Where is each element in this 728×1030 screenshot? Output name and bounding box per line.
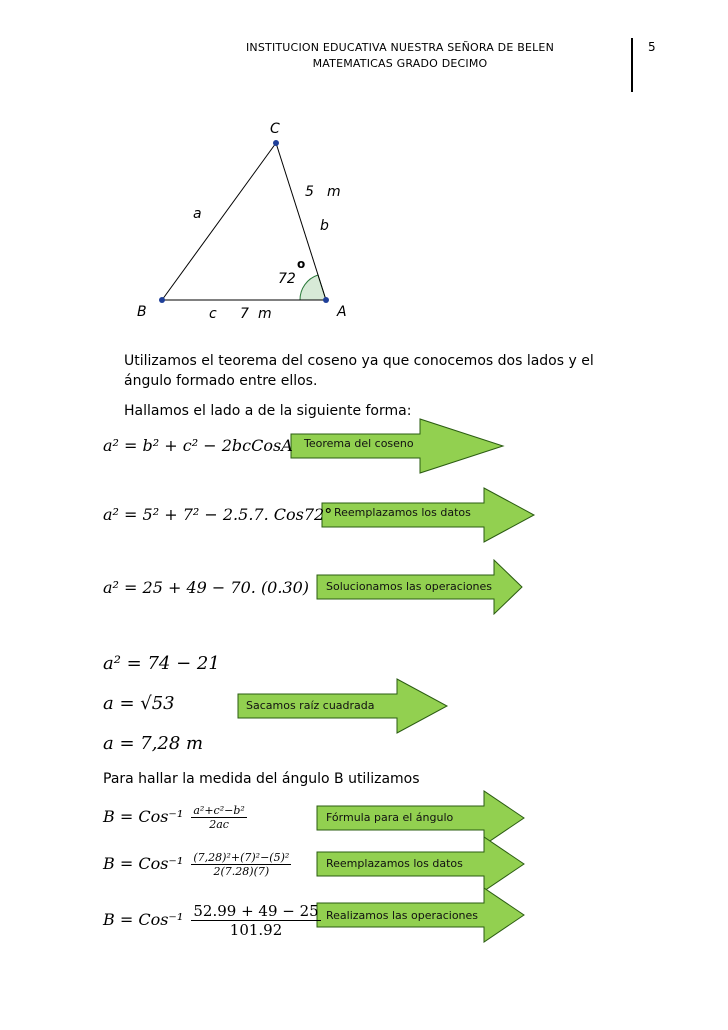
header-subject: MATEMATICAS GRADO DECIMO	[312, 57, 488, 70]
equation-3: a² = 25 + 49 − 70. (0.30)	[103, 578, 310, 597]
equation-9-prefix: B = Cos⁻¹	[103, 910, 184, 929]
arrow-2-label: Reemplazamos los datos	[334, 506, 471, 519]
vertex-b-point	[159, 297, 165, 303]
equation-9-fraction	[191, 902, 320, 939]
triangle-figure	[0, 0, 728, 340]
vertex-c-label: C	[270, 121, 280, 137]
vertex-a-label: A	[337, 304, 347, 320]
vertex-a-point	[323, 297, 329, 303]
arrow-5-label: Fórmula para el ángulo	[326, 811, 454, 824]
vertex-b-label: B	[137, 304, 147, 320]
arrow-1-label: Teorema del coseno	[304, 437, 414, 450]
side-b-value: 5	[305, 184, 314, 200]
equation-7-denominator: 2ac	[209, 818, 229, 831]
page-number: 5	[648, 40, 656, 54]
equation-2: a² = 5² + 7² − 2.5.7. Cos72°	[103, 505, 333, 524]
equation-8-denominator: 2(7.28)(7)	[213, 865, 270, 878]
equation-9-numerator: 52.99 + 49 − 25	[193, 902, 319, 920]
equation-9-denominator: 101.92	[229, 921, 283, 939]
equation-8-fraction	[191, 851, 291, 878]
equation-7-fraction	[191, 804, 246, 831]
angle-degree-symbol: o	[297, 257, 306, 271]
arrow-6-label: Reemplazamos los datos	[326, 857, 463, 870]
side-a-line	[162, 143, 276, 300]
equation-9	[103, 902, 321, 939]
find-angle-paragraph: Para hallar la medida del ángulo B utilizamos	[103, 771, 420, 787]
side-c-label: c	[209, 306, 217, 322]
equation-6: a = 7,28 m	[103, 733, 204, 754]
equation-8	[103, 851, 291, 878]
equation-5: a = √53	[103, 693, 175, 714]
side-c-unit: m	[258, 306, 272, 322]
equation-7-prefix: B = Cos⁻¹	[103, 807, 184, 826]
equation-1: a² = b² + c² − 2bcCosA	[103, 436, 293, 455]
side-a-label: a	[193, 206, 202, 222]
side-c-value: 7	[240, 306, 249, 322]
header-institution: INSTITUCION EDUCATIVA NUESTRA SEÑORA DE BELEN	[245, 41, 555, 54]
equation-8-numerator: (7,28)²+(7)²−(5)²	[193, 851, 290, 864]
angle-value-label: 72	[278, 271, 296, 287]
arrow-4-label: Sacamos raíz cuadrada	[246, 699, 375, 712]
arrow-7-label: Realizamos las operaciones	[326, 909, 479, 922]
find-side-paragraph: Hallamos el lado a de la siguiente forma:	[124, 403, 412, 419]
side-b-unit: m	[327, 184, 341, 200]
vertex-c-point	[273, 140, 279, 146]
equation-7-numerator: a²+c²−b²	[193, 804, 245, 817]
side-b-label: b	[320, 218, 329, 234]
equation-8-prefix: B = Cos⁻¹	[103, 854, 184, 873]
equation-4: a² = 74 − 21	[103, 653, 220, 674]
intro-paragraph: Utilizamos el teorema del coseno ya que conocemos dos lados y el ángulo formado entre ellos.	[124, 353, 594, 389]
equation-7	[103, 804, 247, 831]
arrow-3-label: Solucionamos las operaciones	[326, 580, 493, 593]
